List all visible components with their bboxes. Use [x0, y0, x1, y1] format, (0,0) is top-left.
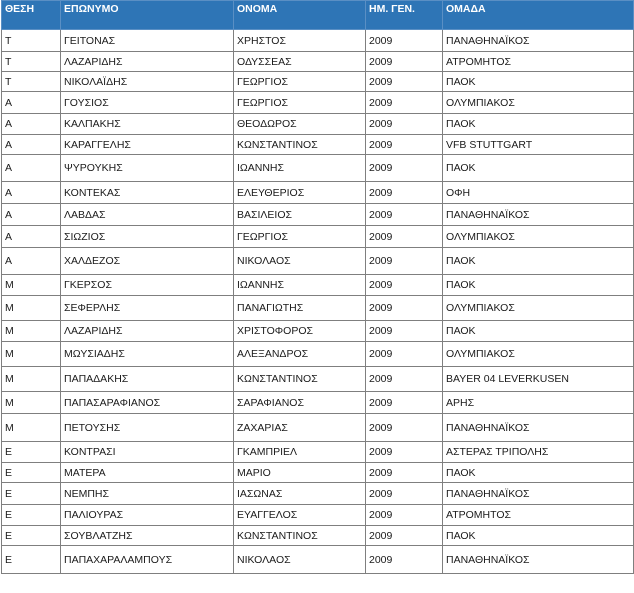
- cell-position: Ε: [2, 463, 61, 483]
- cell-team: ΟΛΥΜΠΙΑΚΟΣ: [443, 342, 634, 367]
- cell-surname: ΣΙΩΖΙΟΣ: [61, 226, 234, 248]
- player-roster-table: [1, 0, 634, 574]
- cell-birth-year: 2009: [366, 30, 443, 52]
- cell-first-name: ΠΑΝΑΓΙΩΤΗΣ: [234, 296, 366, 321]
- cell-position: Ε: [2, 442, 61, 463]
- cell-position: Α: [2, 204, 61, 226]
- cell-position: Μ: [2, 321, 61, 342]
- cell-first-name: ΒΑΣΙΛΕΙΟΣ: [234, 204, 366, 226]
- table-row: [2, 275, 634, 296]
- table-row: [2, 92, 634, 114]
- cell-birth-year: 2009: [366, 275, 443, 296]
- cell-position: Α: [2, 155, 61, 182]
- cell-position: Τ: [2, 52, 61, 72]
- cell-first-name: ΝΙΚΟΛΑΟΣ: [234, 546, 366, 574]
- cell-surname: ΛΑΒΔΑΣ: [61, 204, 234, 226]
- cell-birth-year: 2009: [366, 463, 443, 483]
- cell-surname: ΝΕΜΠΗΣ: [61, 483, 234, 505]
- cell-position: Α: [2, 114, 61, 135]
- cell-team: ΠΑΟΚ: [443, 463, 634, 483]
- cell-surname: ΣΟΥΒΛΑΤΖΗΣ: [61, 526, 234, 546]
- cell-first-name: ΓΕΩΡΓΙΟΣ: [234, 226, 366, 248]
- cell-surname: ΓΚΕΡΣΟΣ: [61, 275, 234, 296]
- cell-birth-year: 2009: [366, 226, 443, 248]
- cell-surname: ΚΑΛΠΑΚΗΣ: [61, 114, 234, 135]
- cell-birth-year: 2009: [366, 546, 443, 574]
- cell-position: Α: [2, 182, 61, 204]
- table-row: [2, 414, 634, 442]
- cell-birth-year: 2009: [366, 52, 443, 72]
- cell-team: ΑΤΡΟΜΗΤΟΣ: [443, 505, 634, 526]
- cell-birth-year: 2009: [366, 182, 443, 204]
- cell-team: ΠΑΝΑΘΗΝΑΪΚΟΣ: [443, 546, 634, 574]
- table-row: [2, 505, 634, 526]
- cell-position: Α: [2, 248, 61, 275]
- cell-position: Μ: [2, 414, 61, 442]
- cell-team: ΠΑΝΑΘΗΝΑΪΚΟΣ: [443, 204, 634, 226]
- header-position: ΘΕΣΗ: [2, 1, 61, 30]
- table-row: [2, 226, 634, 248]
- cell-birth-year: 2009: [366, 155, 443, 182]
- cell-surname: ΠΑΠΑΧΑΡΑΛΑΜΠΟΥΣ: [61, 546, 234, 574]
- cell-birth-year: 2009: [366, 135, 443, 155]
- header-team: ΟΜΑΔΑ: [443, 1, 634, 30]
- cell-birth-year: 2009: [366, 204, 443, 226]
- cell-birth-year: 2009: [366, 114, 443, 135]
- table-row: [2, 463, 634, 483]
- cell-surname: ΧΑΛΔΕΖΟΣ: [61, 248, 234, 275]
- table-row: [2, 546, 634, 574]
- table-row: [2, 296, 634, 321]
- cell-first-name: ΚΩΝΣΤΑΝΤΙΝΟΣ: [234, 367, 366, 392]
- cell-birth-year: 2009: [366, 321, 443, 342]
- cell-birth-year: 2009: [366, 296, 443, 321]
- header-first-name: ΟΝΟΜΑ: [234, 1, 366, 30]
- cell-first-name: ΜΑΡΙΟ: [234, 463, 366, 483]
- cell-position: Τ: [2, 30, 61, 52]
- cell-surname: ΛΑΖΑΡΙΔΗΣ: [61, 321, 234, 342]
- cell-first-name: ΟΔΥΣΣΕΑΣ: [234, 52, 366, 72]
- cell-surname: ΜΩΥΣΙΑΔΗΣ: [61, 342, 234, 367]
- table-row: [2, 442, 634, 463]
- cell-position: Ε: [2, 526, 61, 546]
- cell-first-name: ΙΩΑΝΝΗΣ: [234, 155, 366, 182]
- cell-position: Μ: [2, 275, 61, 296]
- cell-position: Α: [2, 92, 61, 114]
- table-row: [2, 526, 634, 546]
- table-row: [2, 204, 634, 226]
- cell-birth-year: 2009: [366, 505, 443, 526]
- cell-first-name: ΓΚΑΜΠΡΙΕΛ: [234, 442, 366, 463]
- cell-team: ΠΑΝΑΘΗΝΑΪΚΟΣ: [443, 30, 634, 52]
- table-row: [2, 483, 634, 505]
- cell-birth-year: 2009: [366, 248, 443, 275]
- cell-first-name: ΓΕΩΡΓΙΟΣ: [234, 92, 366, 114]
- cell-team: ΠΑΟΚ: [443, 321, 634, 342]
- cell-surname: ΠΑΠΑΣΑΡΑΦΙΑΝΟΣ: [61, 392, 234, 414]
- cell-surname: ΛΑΖΑΡΙΔΗΣ: [61, 52, 234, 72]
- cell-team: ΟΛΥΜΠΙΑΚΟΣ: [443, 226, 634, 248]
- cell-first-name: ΙΩΑΝΝΗΣ: [234, 275, 366, 296]
- header-surname: ΕΠΩΝΥΜΟ: [61, 1, 234, 30]
- table-row: [2, 321, 634, 342]
- table-row: [2, 248, 634, 275]
- table-row: [2, 30, 634, 52]
- cell-birth-year: 2009: [366, 72, 443, 92]
- cell-surname: ΓΟΥΣΙΟΣ: [61, 92, 234, 114]
- cell-team: ΟΛΥΜΠΙΑΚΟΣ: [443, 296, 634, 321]
- cell-team: ΑΤΡΟΜΗΤΟΣ: [443, 52, 634, 72]
- table-body: [2, 30, 634, 574]
- cell-birth-year: 2009: [366, 526, 443, 546]
- cell-first-name: ΣΑΡΑΦΙΑΝΟΣ: [234, 392, 366, 414]
- cell-surname: ΠΕΤΟΥΣΗΣ: [61, 414, 234, 442]
- cell-team: ΠΑΟΚ: [443, 526, 634, 546]
- cell-first-name: ΝΙΚΟΛΑΟΣ: [234, 248, 366, 275]
- cell-position: Α: [2, 226, 61, 248]
- table-row: [2, 52, 634, 72]
- cell-position: Ε: [2, 505, 61, 526]
- cell-first-name: ΙΑΣΩΝΑΣ: [234, 483, 366, 505]
- table-row: [2, 392, 634, 414]
- cell-team: ΠΑΟΚ: [443, 72, 634, 92]
- cell-first-name: ΧΡΙΣΤΟΦΟΡΟΣ: [234, 321, 366, 342]
- cell-team: ΠΑΟΚ: [443, 248, 634, 275]
- cell-first-name: ΖΑΧΑΡΙΑΣ: [234, 414, 366, 442]
- cell-team: ΑΡΗΣ: [443, 392, 634, 414]
- cell-position: Μ: [2, 367, 61, 392]
- cell-team: ΠΑΟΚ: [443, 275, 634, 296]
- table-row: [2, 342, 634, 367]
- cell-position: Τ: [2, 72, 61, 92]
- cell-birth-year: 2009: [366, 442, 443, 463]
- cell-birth-year: 2009: [366, 483, 443, 505]
- cell-birth-year: 2009: [366, 342, 443, 367]
- cell-position: Μ: [2, 342, 61, 367]
- cell-birth-year: 2009: [366, 367, 443, 392]
- cell-surname: ΚΟΝΤΕΚΑΣ: [61, 182, 234, 204]
- cell-first-name: ΑΛΕΞΑΝΔΡΟΣ: [234, 342, 366, 367]
- table-row: [2, 155, 634, 182]
- table-row: [2, 367, 634, 392]
- cell-first-name: ΚΩΝΣΤΑΝΤΙΝΟΣ: [234, 526, 366, 546]
- cell-surname: ΚΑΡΑΓΓΕΛΗΣ: [61, 135, 234, 155]
- cell-surname: ΝΙΚΟΛΑΪΔΗΣ: [61, 72, 234, 92]
- cell-team: ΠΑΟΚ: [443, 155, 634, 182]
- cell-surname: ΜΑΤΕΡΑ: [61, 463, 234, 483]
- table-row: [2, 182, 634, 204]
- cell-position: Ε: [2, 483, 61, 505]
- cell-surname: ΚΟΝΤΡΑΣΙ: [61, 442, 234, 463]
- cell-team: ΟΛΥΜΠΙΑΚΟΣ: [443, 92, 634, 114]
- table-row: [2, 135, 634, 155]
- header-birth-year: ΗΜ. ΓΕΝ.: [366, 1, 443, 30]
- cell-surname: ΠΑΛΙΟΥΡΑΣ: [61, 505, 234, 526]
- cell-first-name: ΕΥΑΓΓΕΛΟΣ: [234, 505, 366, 526]
- cell-first-name: ΧΡΗΣΤΟΣ: [234, 30, 366, 52]
- cell-team: ΠΑΟΚ: [443, 114, 634, 135]
- cell-first-name: ΘΕΟΔΩΡΟΣ: [234, 114, 366, 135]
- cell-surname: ΣΕΦΕΡΛΗΣ: [61, 296, 234, 321]
- cell-surname: ΓΕΙΤΟΝΑΣ: [61, 30, 234, 52]
- cell-first-name: ΓΕΩΡΓΙΟΣ: [234, 72, 366, 92]
- cell-first-name: ΕΛΕΥΘΕΡΙΟΣ: [234, 182, 366, 204]
- table-row: [2, 72, 634, 92]
- cell-birth-year: 2009: [366, 92, 443, 114]
- cell-surname: ΠΑΠΑΔΑΚΗΣ: [61, 367, 234, 392]
- cell-position: Α: [2, 135, 61, 155]
- cell-team: VFB STUTTGART: [443, 135, 634, 155]
- cell-team: ΟΦΗ: [443, 182, 634, 204]
- cell-position: Ε: [2, 546, 61, 574]
- header-row: [2, 1, 634, 30]
- cell-team: BAYER 04 LEVERKUSEN: [443, 367, 634, 392]
- cell-first-name: ΚΩΝΣΤΑΝΤΙΝΟΣ: [234, 135, 366, 155]
- cell-surname: ΨΥΡΟΥΚΗΣ: [61, 155, 234, 182]
- cell-team: ΠΑΝΑΘΗΝΑΪΚΟΣ: [443, 414, 634, 442]
- cell-birth-year: 2009: [366, 392, 443, 414]
- cell-birth-year: 2009: [366, 414, 443, 442]
- cell-position: Μ: [2, 392, 61, 414]
- cell-team: ΑΣΤΕΡΑΣ ΤΡΙΠΟΛΗΣ: [443, 442, 634, 463]
- cell-team: ΠΑΝΑΘΗΝΑΪΚΟΣ: [443, 483, 634, 505]
- table-header: [2, 1, 634, 30]
- table-row: [2, 114, 634, 135]
- cell-position: Μ: [2, 296, 61, 321]
